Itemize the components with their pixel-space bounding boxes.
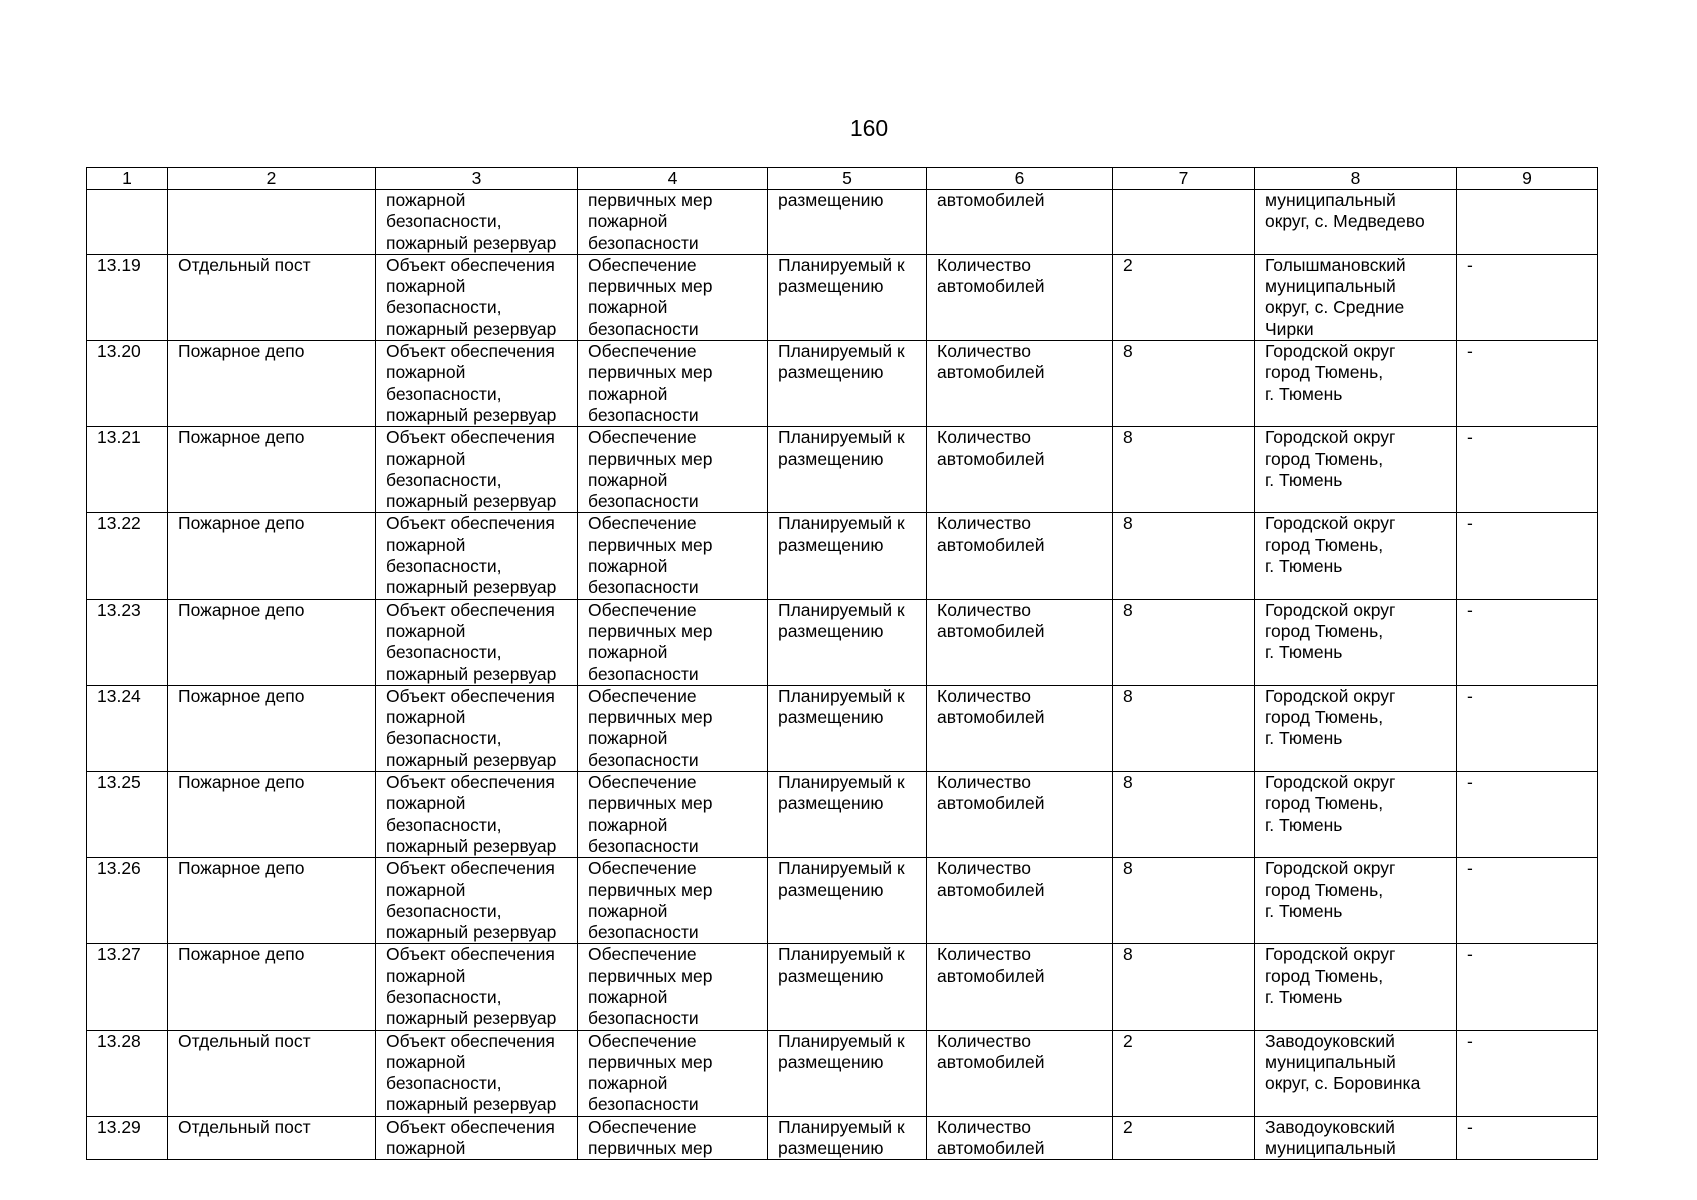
table-row bbox=[87, 599, 1598, 685]
table-cell: Планируемый к размещению bbox=[768, 685, 927, 771]
table-cell: первичных мер пожарной безопасности bbox=[578, 190, 768, 255]
table-cell: Планируемый к размещению bbox=[768, 1116, 927, 1160]
table-cell: Отдельный пост bbox=[168, 254, 376, 340]
column-header: 8 bbox=[1255, 168, 1457, 190]
table-cell: пожарной безопасности, пожарный резервуар bbox=[376, 190, 578, 255]
table-cell: - bbox=[1457, 254, 1598, 340]
table-cell: Пожарное депо bbox=[168, 685, 376, 771]
table-cell: Объект обеспечения пожарной безопасности, пожарный резервуар bbox=[376, 685, 578, 771]
table-cell: 2 bbox=[1113, 254, 1255, 340]
table-cell: Планируемый к размещению bbox=[768, 858, 927, 944]
table-cell bbox=[87, 190, 168, 255]
table-cell bbox=[1457, 190, 1598, 255]
table-cell: Обеспечение первичных мер пожарной безопасности bbox=[578, 1030, 768, 1116]
table-cell: Количество автомобилей bbox=[927, 685, 1113, 771]
table-cell: 2 bbox=[1113, 1030, 1255, 1116]
table-cell: Объект обеспечения пожарной безопасности, пожарный резервуар bbox=[376, 858, 578, 944]
column-header: 6 bbox=[927, 168, 1113, 190]
column-header: 5 bbox=[768, 168, 927, 190]
table-cell: Обеспечение первичных мер пожарной безопасности bbox=[578, 599, 768, 685]
table-cell: 8 bbox=[1113, 858, 1255, 944]
table-row bbox=[87, 254, 1598, 340]
table-cell: Отдельный пост bbox=[168, 1030, 376, 1116]
table-row bbox=[87, 685, 1598, 771]
table-row bbox=[87, 858, 1598, 944]
table-cell: Объект обеспечения пожарной безопасности, пожарный резервуар bbox=[376, 599, 578, 685]
table-cell: Отдельный пост bbox=[168, 1116, 376, 1160]
table-cell: 13.26 bbox=[87, 858, 168, 944]
table-row bbox=[87, 944, 1598, 1030]
table-cell: 8 bbox=[1113, 944, 1255, 1030]
table-cell: Заводоуковский муниципальный округ, с. Боровинка bbox=[1255, 1030, 1457, 1116]
table-cell: Голышмановский муниципальный округ, с. Средние Чирки bbox=[1255, 254, 1457, 340]
data-table bbox=[86, 167, 1598, 1160]
table-cell: Количество автомобилей bbox=[927, 599, 1113, 685]
table-cell: - bbox=[1457, 944, 1598, 1030]
table-cell: Пожарное депо bbox=[168, 341, 376, 427]
table-cell bbox=[168, 190, 376, 255]
table-cell: Обеспечение первичных мер пожарной безопасности bbox=[578, 513, 768, 599]
table-cell: 8 bbox=[1113, 427, 1255, 513]
table-cell: 8 bbox=[1113, 341, 1255, 427]
table-cell: Объект обеспечения пожарной безопасности, пожарный резервуар bbox=[376, 772, 578, 858]
table-cell: 13.20 bbox=[87, 341, 168, 427]
column-header: 9 bbox=[1457, 168, 1598, 190]
table-cell: Городской округ город Тюмень, г. Тюмень bbox=[1255, 685, 1457, 771]
table-cell: автомобилей bbox=[927, 190, 1113, 255]
table-cell: Пожарное депо bbox=[168, 772, 376, 858]
table-cell: 13.24 bbox=[87, 685, 168, 771]
column-header: 4 bbox=[578, 168, 768, 190]
table-row bbox=[87, 772, 1598, 858]
table-row bbox=[87, 341, 1598, 427]
table-cell: Количество автомобилей bbox=[927, 341, 1113, 427]
table-cell: Планируемый к размещению bbox=[768, 427, 927, 513]
table-cell: Городской округ город Тюмень, г. Тюмень bbox=[1255, 772, 1457, 858]
table-cell: 13.21 bbox=[87, 427, 168, 513]
table-cell: Обеспечение первичных мер пожарной безопасности bbox=[578, 254, 768, 340]
table-cell: 2 bbox=[1113, 1116, 1255, 1160]
table-cell: 13.19 bbox=[87, 254, 168, 340]
table-cell: Планируемый к размещению bbox=[768, 254, 927, 340]
table-cell: 13.28 bbox=[87, 1030, 168, 1116]
table-cell: Объект обеспечения пожарной безопасности, пожарный резервуар bbox=[376, 427, 578, 513]
table-cell: - bbox=[1457, 858, 1598, 944]
table-cell: - bbox=[1457, 685, 1598, 771]
table-cell: Объект обеспечения пожарной безопасности, пожарный резервуар bbox=[376, 1030, 578, 1116]
table-cell: Обеспечение первичных мер пожарной безопасности bbox=[578, 944, 768, 1030]
table-cell: - bbox=[1457, 427, 1598, 513]
table-row bbox=[87, 427, 1598, 513]
table-cell: Планируемый к размещению bbox=[768, 513, 927, 599]
table-cell: Объект обеспечения пожарной bbox=[376, 1116, 578, 1160]
table-cell: Объект обеспечения пожарной безопасности, пожарный резервуар bbox=[376, 254, 578, 340]
table-cell: Количество автомобилей bbox=[927, 427, 1113, 513]
table-cell: - bbox=[1457, 1030, 1598, 1116]
table-cell: Количество автомобилей bbox=[927, 944, 1113, 1030]
table-cell: муниципальный округ, с. Медведево bbox=[1255, 190, 1457, 255]
table-cell: - bbox=[1457, 1116, 1598, 1160]
table-cell: Пожарное депо bbox=[168, 944, 376, 1030]
table-cell: 13.23 bbox=[87, 599, 168, 685]
column-header: 3 bbox=[376, 168, 578, 190]
table-cell: 13.27 bbox=[87, 944, 168, 1030]
table-cell: Количество автомобилей bbox=[927, 858, 1113, 944]
table-cell: Количество автомобилей bbox=[927, 254, 1113, 340]
table-cell: Пожарное депо bbox=[168, 599, 376, 685]
table-cell: - bbox=[1457, 513, 1598, 599]
table-cell: Обеспечение первичных мер bbox=[578, 1116, 768, 1160]
table-cell: Городской округ город Тюмень, г. Тюмень bbox=[1255, 427, 1457, 513]
table-cell: Планируемый к размещению bbox=[768, 1030, 927, 1116]
table-cell: Обеспечение первичных мер пожарной безопасности bbox=[578, 772, 768, 858]
table-cell: Пожарное депо bbox=[168, 427, 376, 513]
table-cell: Городской округ город Тюмень, г. Тюмень bbox=[1255, 599, 1457, 685]
table-cell: Городской округ город Тюмень, г. Тюмень bbox=[1255, 944, 1457, 1030]
table-cell: Обеспечение первичных мер пожарной безопасности bbox=[578, 341, 768, 427]
table-cell: 8 bbox=[1113, 685, 1255, 771]
table-cell: 8 bbox=[1113, 513, 1255, 599]
table-cell: Количество автомобилей bbox=[927, 1116, 1113, 1160]
table-cell: Количество автомобилей bbox=[927, 1030, 1113, 1116]
page-number: 160 bbox=[849, 115, 889, 141]
table-cell: Пожарное депо bbox=[168, 858, 376, 944]
table-row bbox=[87, 1030, 1598, 1116]
table-cell: 8 bbox=[1113, 599, 1255, 685]
table-cell: Городской округ город Тюмень, г. Тюмень bbox=[1255, 341, 1457, 427]
table-cell: 13.29 bbox=[87, 1116, 168, 1160]
table-cell: Планируемый к размещению bbox=[768, 944, 927, 1030]
table-cell: Заводоуковский муниципальный bbox=[1255, 1116, 1457, 1160]
table-cell: Объект обеспечения пожарной безопасности, пожарный резервуар bbox=[376, 944, 578, 1030]
column-header: 2 bbox=[168, 168, 376, 190]
table-cell: Планируемый к размещению bbox=[768, 341, 927, 427]
column-header: 7 bbox=[1113, 168, 1255, 190]
table-cell bbox=[1113, 190, 1255, 255]
table-cell: - bbox=[1457, 599, 1598, 685]
table-cell: Обеспечение первичных мер пожарной безопасности bbox=[578, 858, 768, 944]
table-cell: Обеспечение первичных мер пожарной безопасности bbox=[578, 427, 768, 513]
table-cell: - bbox=[1457, 772, 1598, 858]
table-cell: Объект обеспечения пожарной безопасности, пожарный резервуар bbox=[376, 513, 578, 599]
table-cell: Городской округ город Тюмень, г. Тюмень bbox=[1255, 858, 1457, 944]
table-cell: Количество автомобилей bbox=[927, 513, 1113, 599]
column-header: 1 bbox=[87, 168, 168, 190]
table-row bbox=[87, 513, 1598, 599]
table-cell: 13.22 bbox=[87, 513, 168, 599]
table-cell: Планируемый к размещению bbox=[768, 599, 927, 685]
table-cell: Обеспечение первичных мер пожарной безопасности bbox=[578, 685, 768, 771]
table-row bbox=[87, 1116, 1598, 1160]
table-cell: Количество автомобилей bbox=[927, 772, 1113, 858]
table-cell: - bbox=[1457, 341, 1598, 427]
table-row bbox=[87, 190, 1598, 255]
table-cell: Объект обеспечения пожарной безопасности, пожарный резервуар bbox=[376, 341, 578, 427]
table-cell: Планируемый к размещению bbox=[768, 772, 927, 858]
table-cell: 8 bbox=[1113, 772, 1255, 858]
table-cell: Пожарное депо bbox=[168, 513, 376, 599]
table-cell: Городской округ город Тюмень, г. Тюмень bbox=[1255, 513, 1457, 599]
table-cell: 13.25 bbox=[87, 772, 168, 858]
table-cell: размещению bbox=[768, 190, 927, 255]
header-row bbox=[87, 168, 1598, 190]
